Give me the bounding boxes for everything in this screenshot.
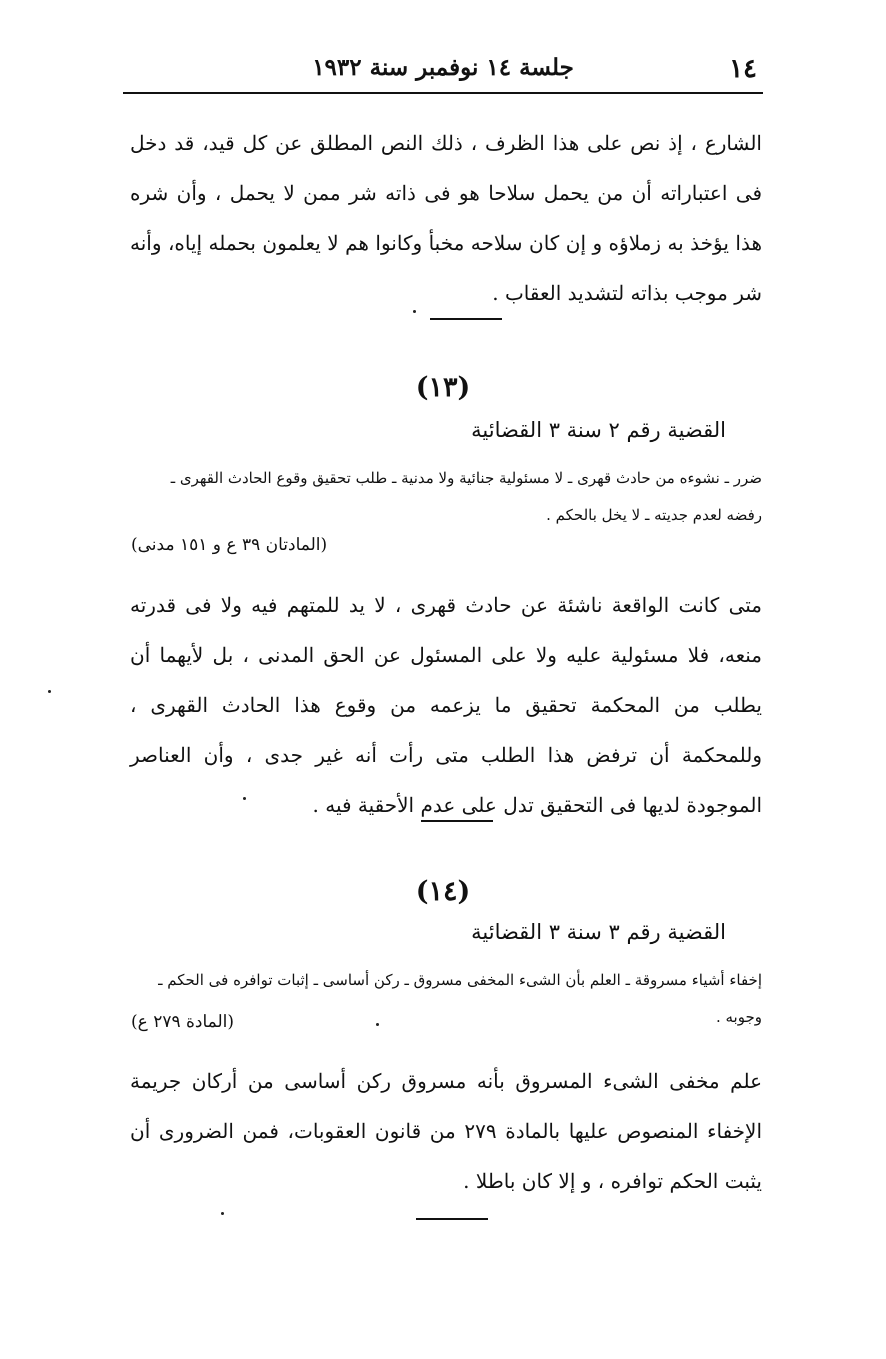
page-number: ١٤: [729, 54, 757, 84]
section-divider: [416, 1218, 488, 1220]
section-13-summary: [122, 460, 762, 534]
section-13-articles: (المادتان ٣٩ ع و ١٥١ مدنى): [131, 535, 328, 555]
summary-line: ضرر ـ نشوءه من حادث قهرى ـ لا مسئولية جنائية ولا مدنية ـ طلب تحقيق وقوع الحادث القهرى ـ: [170, 469, 762, 487]
section-14-body: علم مخفى الشىء المسروق بأنه مسروق ركن أساسى من أركان جريمة الإخفاء المنصوص عليها بالمادة ٢٧٩ من قانون العقوبات، فمن الضرورى أن يثبت الحكم توافره ، و إلا كان باطلا .: [130, 1069, 763, 1193]
section-14-number: (١٤): [415, 876, 471, 907]
summary-line: وجوبه .: [715, 1008, 762, 1026]
summary-line: إخفاء أشياء مسروقة ـ العلم بأن الشىء المخفى مسروق ـ ركن أساسى ـ إثبات توافره فى الحكم ـ: [158, 971, 762, 989]
section-14-case-reference: القضية رقم ٣ سنة ٣ القضائية: [471, 920, 726, 944]
section-13-number: (١٣): [415, 372, 471, 403]
opening-paragraph: الشارع ، إذ نص على هذا الظرف ، ذلك النص المطلق عن كل قيد، قد دخل فى اعتباراته أن من يحمل سلاحا هو فى ذاته شر ممن لا يحمل ، وأن شره هذا يؤخذ به زملاؤه و إن كان سلاحه مخبأ وكانوا هم لا يعلمون بحمله إياه، وأنه شر موجب بذاته لتشديد العقاب .: [130, 131, 762, 305]
scan-speck: [221, 1212, 224, 1215]
running-title: جلسة ١٤ نوفمبر سنة ١٩٣٢: [312, 54, 574, 81]
section-13-body: متى كانت الواقعة ناشئة عن حادث قهرى ، لا يد للمتهم فيه ولا فى قدرته منعه، فلا مسئولية عليه ولا على المسئول عن الحق المدنى ، بل لأيهما أن يطلب من المحكمة تحقيق ما يزعمه من وقوع هذا الحادث القهرى ، وللمحكمة أن ترفض هذا الطلب متى رأت أنه غير جدى ، وأن العناصر الموجودة لديها فى التحقيق تدل على عدم الأحقية فيه .: [130, 593, 762, 817]
scan-speck: [48, 690, 51, 693]
section-13-case-reference: القضية رقم ٢ سنة ٣ القضائية: [471, 418, 726, 442]
summary-line: رفضه لعدم جديته ـ لا يخل بالحكم .: [546, 506, 762, 524]
section-divider: [430, 318, 502, 320]
scan-speck: [243, 797, 246, 800]
section-divider: [421, 820, 493, 822]
scan-speck: [413, 310, 416, 313]
scan-speck: [376, 1023, 379, 1026]
section-14-article: (المادة ٢٧٩ ع): [131, 1012, 235, 1032]
page-header: [123, 44, 763, 94]
